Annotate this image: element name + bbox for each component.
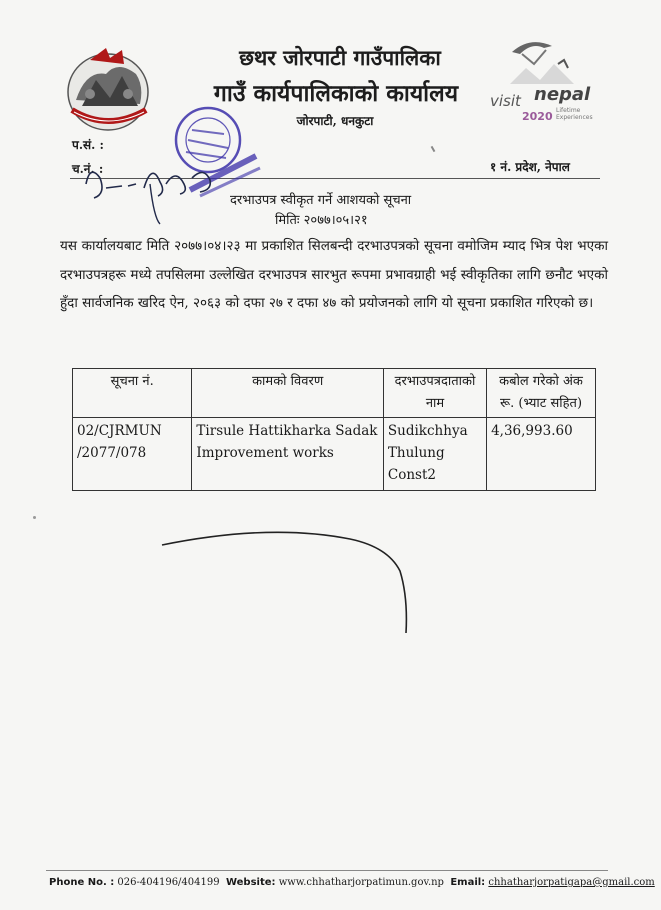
visit-text: visit	[490, 92, 521, 110]
nepal-text: nepal	[534, 84, 591, 105]
work-description-cell: Tirsule Hattikharka Sadak Improvement works	[192, 418, 383, 491]
website-link[interactable]: www.chhatharjorpatimun.gov.np	[278, 877, 444, 888]
signature-icon	[150, 525, 450, 645]
page-speck	[33, 516, 36, 519]
bid-table	[72, 368, 596, 491]
notice-number-cell: 02/CJRMUN /2077/078	[73, 418, 192, 491]
website-label: Website:	[225, 877, 276, 888]
office-address: जोरपाटी, धनकुटा	[296, 114, 374, 128]
email-link[interactable]: chhatharjorpatigapa@gmail.com	[488, 877, 655, 888]
column-header: सूचना नं.	[73, 369, 192, 418]
phone-value: 026-404196/404199	[117, 877, 220, 888]
column-header: दरभाउपत्रदाताको नाम	[383, 369, 486, 418]
tagline-text: Lifetime Experiences	[556, 107, 593, 121]
footer-contact	[49, 877, 655, 888]
footer-divider	[46, 870, 608, 871]
column-header: कबोल गरेको अंक रू. (भ्याट सहित)	[487, 369, 596, 418]
signature-date-icon	[80, 158, 240, 228]
office-title-line1: छथर जोरपाटी गाउँपालिका	[239, 45, 441, 70]
office-title-line2: गाउँ कार्यपालिकाको कार्यालय	[213, 80, 459, 107]
notice-body: यस कार्यालयबाट मिति २०७७।०४।२३ मा प्रकाशित सिलबन्दी दरभाउपत्रको सूचना वमोजिम म्याद भित्र पेश भएका दरभाउपत्रहरू मध्ये तपसिलमा उल्लेखित दरभाउपत्र सारभुत रूपमा प्रभावग्राही भई स्वीकृतिका लागि छनौट भएको हुँदा सार्वजनिक खरिद ऐन, २०६३ को दफा २७ र दफा ४७ को प्रयोजनको लागि यो सूचना प्रकाशित गरिएको छ।	[60, 238, 608, 311]
column-header: कामको विवरण	[192, 369, 383, 418]
year-text: 2020	[522, 110, 553, 123]
phone-label: Phone No. :	[49, 877, 115, 888]
bid-amount-cell: 4,36,993.60	[487, 418, 596, 491]
notice-date: मितिः २०७७।०५।२१	[275, 213, 368, 228]
dispatch-number-label: च.नं. :	[72, 162, 104, 176]
reference-number-label: प.सं. :	[72, 138, 104, 152]
notice-subject: दरभाउपत्र स्वीकृत गर्ने आशयको सूचना	[230, 193, 412, 208]
table-row	[73, 418, 596, 491]
page-speck	[431, 146, 436, 152]
bidder-name-cell: Sudikchhya Thulung Const2	[383, 418, 486, 491]
province-text: १ नं. प्रदेश, नेपाल	[490, 160, 570, 174]
table-header-row	[73, 369, 596, 418]
email-label: Email:	[450, 877, 486, 888]
